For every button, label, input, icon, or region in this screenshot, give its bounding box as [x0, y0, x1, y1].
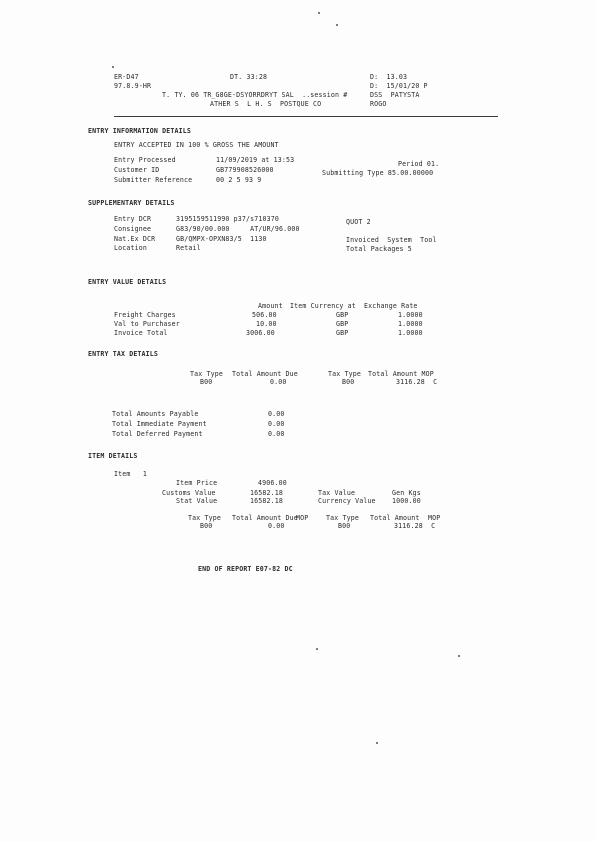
item-label: Customs Value [162, 489, 216, 497]
entry-tax-title: ENTRY TAX DETAILS [88, 350, 159, 358]
entry-info-value: 00 2 5 93 9 [216, 176, 262, 184]
header-divider [114, 116, 498, 117]
entry-info-title: ENTRY INFORMATION DETAILS [88, 127, 191, 135]
header-left-2: 97.8.9-HR [114, 82, 152, 90]
entry-info-label: Submitter Reference [114, 176, 193, 184]
supplementary-label: Nat.Ex DCR [114, 235, 156, 243]
entry-value-rate: 1.0000 [398, 320, 423, 328]
scan-speck [316, 648, 318, 650]
entry-info-subtitle: ENTRY ACCEPTED IN 100 % GROSS THE AMOUNT [114, 141, 279, 149]
item-tax-col: Tax Type [326, 514, 359, 522]
supplementary-right: Total Packages 5 [346, 245, 412, 253]
scan-speck [318, 12, 320, 14]
scan-speck [376, 742, 378, 744]
item-right: 1000.00 [392, 497, 421, 505]
entry-info-right: Submitting Type 85.00.00000 [322, 169, 434, 177]
item-tax-col: MOP [296, 514, 309, 522]
end-of-report: END OF REPORT E07-82 DC [198, 565, 293, 573]
entry-tax-type: B00 [200, 378, 213, 386]
supplementary-value: 3195159511990 p37/s710370 [176, 215, 279, 223]
entry-info-label: Entry Processed [114, 156, 176, 164]
entry-value-label: Freight Charges [114, 311, 176, 319]
item-tax-col: MOP [428, 514, 441, 522]
item-value: 4906.00 [258, 479, 287, 487]
entry-value-col-rate: Exchange Rate [364, 302, 418, 310]
supplementary-label: Entry DCR [114, 215, 152, 223]
entry-tax-total-label: Total Deferred Payment [112, 430, 203, 438]
scan-speck [336, 24, 338, 26]
header-right-3: DSS PATYSTA [370, 91, 420, 99]
header-right-2: D: 15/01/20 P [370, 82, 428, 90]
item-tax-type: B00 [200, 522, 213, 530]
header-center-1: DT. 33:28 [230, 73, 268, 81]
item-tax-amount: 3116.28 C [394, 522, 436, 530]
entry-tax-col: Tax Type [190, 370, 223, 378]
supplementary-label: Consignee [114, 225, 152, 233]
entry-tax-total-value: 0.00 [268, 420, 285, 428]
item-tax-type: B00 [338, 522, 351, 530]
entry-value-col-amount: Amount [258, 302, 283, 310]
supplementary-value: GB/QMPX-OPXN83/5 1130 [176, 235, 267, 243]
entry-tax-total-value: 0.00 [268, 430, 285, 438]
item-details-title: ITEM DETAILS [88, 452, 138, 460]
item-mid: Currency Value [318, 497, 376, 505]
item-tax-col: Tax Type [188, 514, 221, 522]
entry-tax-amount: 3116.28 C [396, 378, 438, 386]
entry-value-label: Val to Purchaser [114, 320, 180, 328]
item-right: Gen Kgs [392, 489, 421, 497]
item-value: 16582.18 [250, 497, 283, 505]
entry-value-amount: 3006.00 [246, 329, 275, 337]
entry-tax-col: Total Amount Due [232, 370, 298, 378]
entry-value-currency: GBP [336, 320, 349, 328]
entry-value-currency: GBP [336, 311, 349, 319]
item-tax-amount: 0.00 [268, 522, 285, 530]
entry-info-right: Period 01. [398, 160, 440, 168]
entry-tax-total-value: 0.00 [268, 410, 285, 418]
item-tax-col: Total Amount Due [232, 514, 298, 522]
entry-tax-amount: 0.00 [270, 378, 287, 386]
entry-value-amount: 506.00 [252, 311, 277, 319]
entry-info-label: Customer ID [114, 166, 160, 174]
item-mid: Tax Value [318, 489, 356, 497]
entry-tax-col: Total Amount MOP [368, 370, 434, 378]
supplementary-value: Retail [176, 244, 201, 252]
scan-speck [112, 66, 114, 68]
header-center-3: ATHER S L H. S POSTQUE CO [210, 100, 322, 108]
supplementary-title: SUPPLEMENTARY DETAILS [88, 199, 175, 207]
entry-value-rate: 1.0000 [398, 329, 423, 337]
supplementary-right: QUOT 2 [346, 218, 371, 226]
header-center-2: T. TY. 06 TR_G8GE-DSYORRDRYT SAL ..session # [162, 91, 348, 99]
entry-value-label: Invoice Total [114, 329, 168, 337]
entry-info-value: GB779908526000 [216, 166, 274, 174]
scan-speck [458, 655, 460, 657]
item-number: Item 1 [114, 470, 147, 478]
entry-value-title: ENTRY VALUE DETAILS [88, 278, 167, 286]
entry-value-amount: 10.00 [256, 320, 277, 328]
header-left-1: ER-D47 [114, 73, 139, 81]
item-label: Stat Value [176, 497, 218, 505]
entry-value-currency: GBP [336, 329, 349, 337]
entry-value-col-currency: Item Currency at [290, 302, 356, 310]
entry-tax-total-label: Total Immediate Payment [112, 420, 207, 428]
supplementary-right: Invoiced System Tool [346, 236, 437, 244]
item-label: Item Price [176, 479, 218, 487]
entry-tax-total-label: Total Amounts Payable [112, 410, 199, 418]
entry-value-rate: 1.0000 [398, 311, 423, 319]
header-right-4: ROGO [370, 100, 387, 108]
entry-tax-type: B00 [342, 378, 355, 386]
item-value: 16582.18 [250, 489, 283, 497]
supplementary-label: Location [114, 244, 147, 252]
header-right-1: D: 13.03 [370, 73, 408, 81]
entry-tax-col: Tax Type [328, 370, 361, 378]
supplementary-value: G83/90/00.000 AT/UR/96.000 [176, 225, 300, 233]
entry-info-value: 11/09/2019 at 13:53 [216, 156, 295, 164]
item-tax-col: Total Amount [370, 514, 420, 522]
